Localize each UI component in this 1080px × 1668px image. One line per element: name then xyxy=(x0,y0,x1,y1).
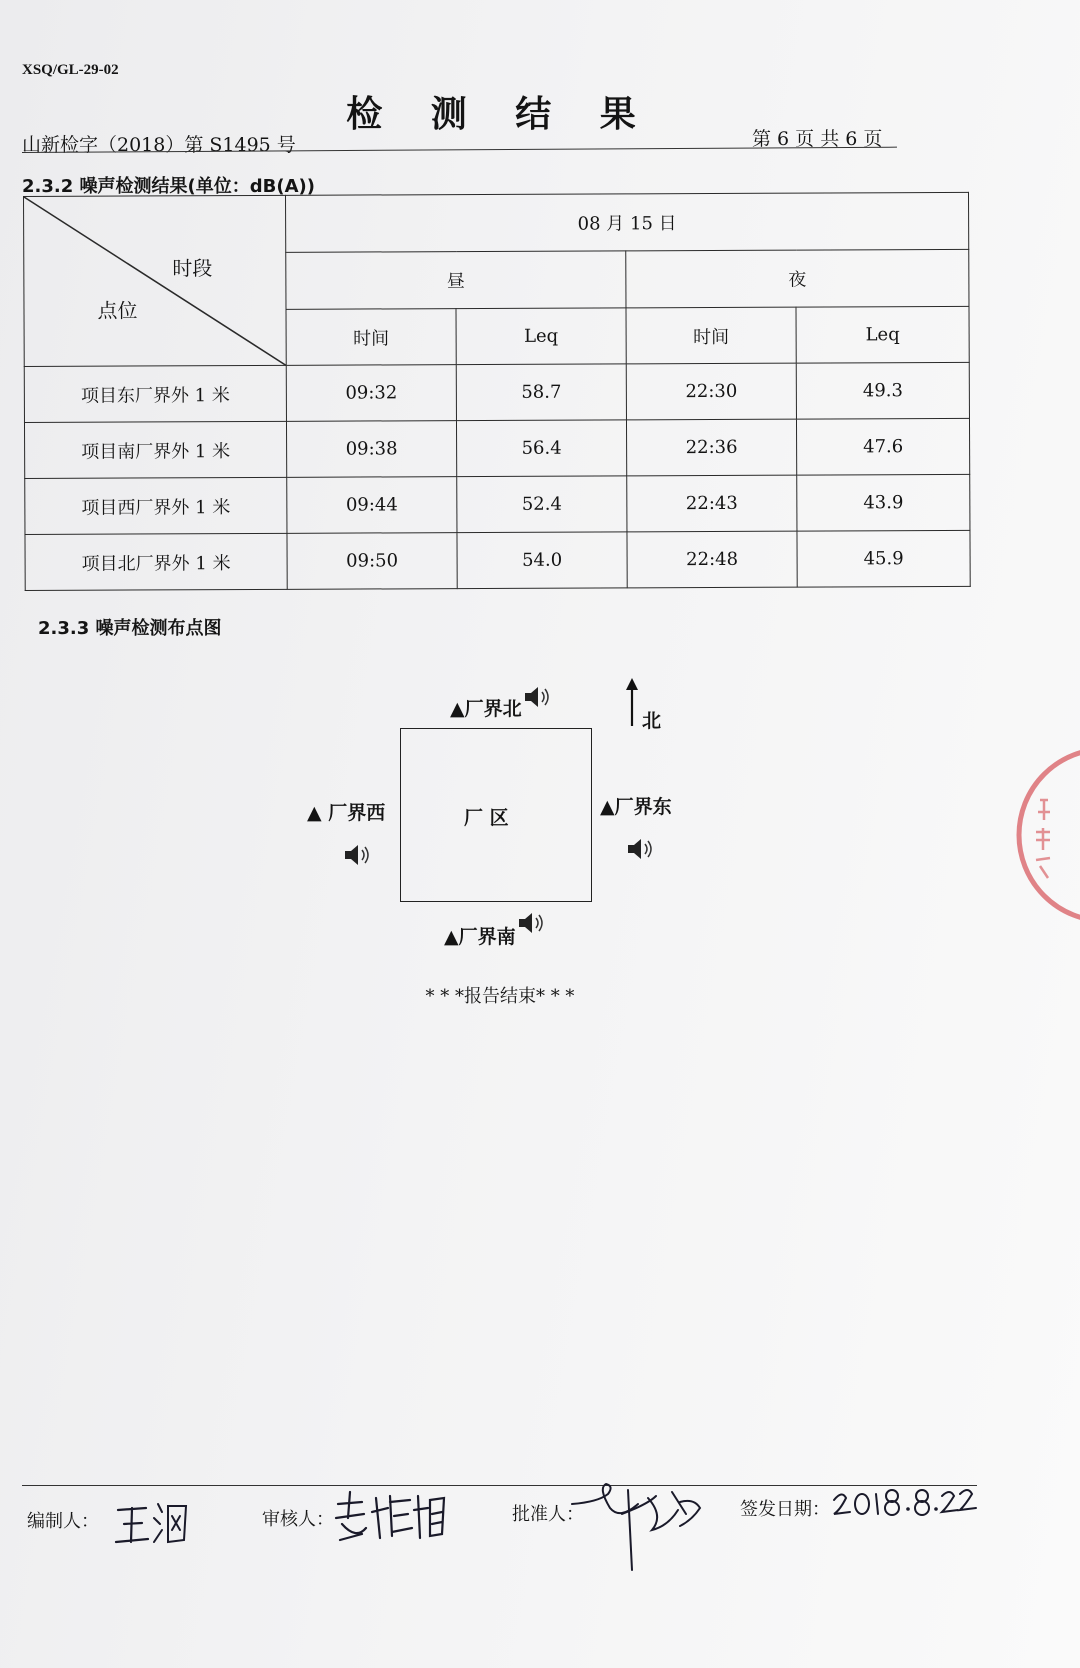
north-speaker-icon xyxy=(522,684,552,710)
day-time-cell: 09:44 xyxy=(287,477,457,534)
official-seal-stamp xyxy=(1010,740,1080,930)
west-speaker-icon xyxy=(342,842,372,868)
issue-date-label: 签发日期： xyxy=(740,1499,830,1520)
compiler-signature xyxy=(112,1496,192,1548)
day-leq-cell: 52.4 xyxy=(457,476,627,533)
noise-results-table xyxy=(23,192,971,591)
day-leq-cell: 54.0 xyxy=(457,532,627,589)
day-header: 昼 xyxy=(286,251,626,309)
section-heading-noise-results: 2.3.2 噪声检测结果(单位：dB(A)) xyxy=(22,176,315,197)
report-end-note: * * *报告结束* * * xyxy=(425,986,575,1007)
night-time-cell: 22:36 xyxy=(626,419,796,476)
day-leq-cell: 56.4 xyxy=(456,420,626,477)
night-time-cell: 22:43 xyxy=(627,475,797,532)
page-title: 检 测 结 果 xyxy=(346,94,654,135)
south-boundary-label: ▲厂界南 xyxy=(444,926,516,948)
corner-period-label: 时段 xyxy=(172,256,213,281)
point-cell: 项目西厂界外 1 米 xyxy=(25,477,287,534)
corner-point-label: 点位 xyxy=(97,298,138,323)
plant-area-label: 厂 区 xyxy=(464,807,509,829)
north-boundary-label: ▲厂界北 xyxy=(450,698,522,720)
report-number: 山新检字（2018）第 S1495 号 xyxy=(22,134,296,156)
day-time-cell: 09:50 xyxy=(287,533,457,590)
night-time-cell: 22:30 xyxy=(626,363,796,420)
monitoring-layout-diagram xyxy=(300,670,700,990)
day-time-cell: 09:32 xyxy=(286,365,456,422)
day-leq-cell: 58.7 xyxy=(456,364,626,421)
point-cell: 项目南厂界外 1 米 xyxy=(24,421,286,478)
night-leq-cell: 49.3 xyxy=(796,362,969,419)
approver-label: 批准人： xyxy=(512,1504,584,1525)
point-cell: 项目东厂界外 1 米 xyxy=(24,365,286,422)
day-time-cell: 09:38 xyxy=(286,421,456,478)
east-speaker-icon xyxy=(625,836,655,862)
corner-diagonal xyxy=(24,196,287,367)
night-time-cell: 22:48 xyxy=(627,531,797,588)
reviewer-label: 审核人： xyxy=(262,1509,334,1530)
table-row xyxy=(25,530,970,590)
night-leq-header: Leq xyxy=(796,306,969,363)
date-header: 08 月 15 日 xyxy=(285,192,968,252)
west-boundary-label: ▲ 厂界西 xyxy=(307,802,386,824)
north-arrow-label: 北 xyxy=(642,710,662,732)
compiler-label: 编制人： xyxy=(27,1511,99,1532)
day-time-header: 时间 xyxy=(286,309,456,366)
table-row xyxy=(25,474,970,534)
form-code: XSQ/GL-29-02 xyxy=(22,62,119,78)
night-leq-cell: 43.9 xyxy=(797,474,970,531)
table-row xyxy=(24,362,969,422)
night-leq-cell: 45.9 xyxy=(797,530,970,587)
night-header: 夜 xyxy=(626,249,969,307)
approver-signature xyxy=(568,1474,718,1578)
reviewer-signature xyxy=(332,1488,450,1546)
issue-date-handwriting xyxy=(830,1482,980,1522)
point-cell: 项目北厂界外 1 米 xyxy=(25,533,287,590)
table-row xyxy=(24,418,969,478)
section-heading-layout-map: 2.3.3 噪声检测布点图 xyxy=(38,618,222,639)
night-leq-cell: 47.6 xyxy=(796,418,969,475)
north-arrow-icon xyxy=(622,678,642,728)
day-leq-header: Leq xyxy=(456,308,626,365)
south-speaker-icon xyxy=(516,910,546,936)
night-time-header: 时间 xyxy=(626,307,796,364)
noise-results-table-wrapper xyxy=(23,192,970,608)
table-corner-cell xyxy=(24,195,287,366)
east-boundary-label: ▲厂界东 xyxy=(600,796,672,818)
page-number: 第 6 页 共 6 页 xyxy=(752,128,883,150)
